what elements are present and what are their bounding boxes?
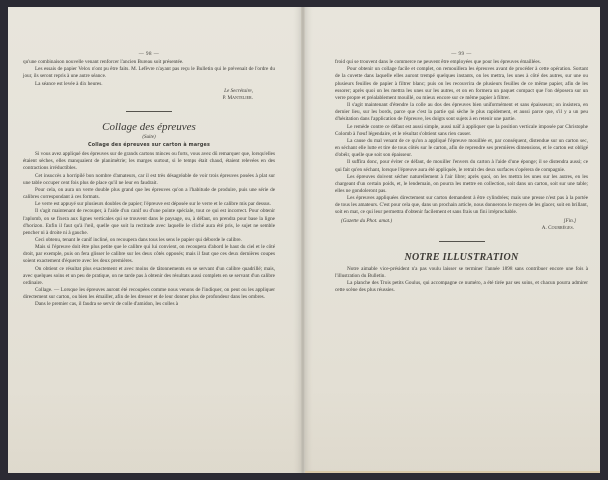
page-number: — 99 — [451,52,472,57]
paragraph: Il s'agit maintenant de recouper, à l'aide d'un canif ou d'une pointe spéciale, tout ce qui est incorrect. Pour obtenir l'aplomb, on se fixera aux lignes verticales qui se trouvent dans le paysage, ou, à défaut, on prendra pour base la ligne d'horizon. Enfin il faut qu'à l'œil, quelle que soit la rectitude avec laquelle le cliché aura été pris, le sujet ne semble pencher ni à droite ni à gauche. [23,208,275,236]
author-signature [335,225,588,232]
signature-block [23,88,275,102]
paragraph: On obtient ce résultat plus exactement et avec moins de tâtonnements en se servant d'un calibre quadrillé; mais, avec quelques soins et un peu de pratique, on ne tarde pas à obtenir des résultats aussi complets en se servant d'un calibre ordinaire. [23,265,275,286]
paragraph: Les épreuves appliquées directement sur carton demandent à être cylindrées; mais une presse n'est pas à la portée de tous les amateurs. C'est pour cela que, dans un prochain article, nous donnerons le moyen de les glacer, soit en brillant, soit en mat, ce qui leur permettra d'obtenir facilement et sans frais un fini irréprochable. [335,195,588,216]
signature-role: Le Secrétaire, [224,87,253,94]
page-shading [305,391,600,471]
paragraph: Mais si l'épreuve doit être plus petite que le calibre qui lui convient, on recoupera d'abord le haut du ciel et le côté droit, par exemple, puis on fera glisser le calibre sur les deux côtés opposés; mais il faut que ces deux dernières coupes soient exactement d'équerre avec les deux premières. [23,244,275,265]
paragraph: Il suffira donc, pour éviter ce défaut, de mouiller l'envers du carton à l'aide d'une éponge; il se distendra aussi; ce qui fait qu'en séchant, lorsque l'épreuve aura été appliquée, le retrait des deux surfaces s'opérera de compagnie. [335,159,588,173]
paragraph: Le remède contre ce défaut est aussi simple, aussi naïf à appliquer que la position verticale imposée par Christophe Colomb à l'œuf légendaire, et le résultat s'obtient sans rien casser. [335,123,588,137]
paragraph: La séance est levée à dix heures. [35,80,103,87]
author-name: A. Courrèges. [541,224,574,231]
open-booklet-spread [8,7,600,473]
right-page-content [335,51,588,295]
section-divider [439,241,485,242]
section-heading: Collage des épreuves sur carton à marges [87,143,210,149]
paragraph: Pour cela, on aura un verre double plus grand que les épreuves qu'on a l'habitude de produire, puis une série de calibres correspondant à ces formats. [23,186,275,201]
section-divider [126,111,172,112]
paragraph: Si vous avez appliqué des épreuves sur de grands cartons minces ou forts, vous avez dû remarquer que, lorsqu'elles étaient sèches, elles manquaient de planimétrie; les marges surtout, si le temps était chaud, étaient relevées en des contractions irréductibles. [23,151,275,172]
left-page [8,7,301,473]
paragraph: Les essais de papier Velox n'ont pu être faits. M. Lefèvre n'ayant pas reçu le Bulletin qui le prévenait de l'ordre du jour, ils seront repris à une autre séance. [23,66,275,80]
paragraph: Collage. — Lorsque les épreuves auront été recoupées comme nous venons de l'indiquer, on peut ou les appliquer directement sur carton, ou bien les émailler, afin de les dresser et de leur donner plus de profondeur dans les ombres. [23,287,275,301]
article-title: Collage des épreuves [102,121,196,134]
paragraph: Le verre est appuyé sur plusieurs doubles de papier; l'épreuve est déposée sur le verre et le calibre mis par dessus. [35,201,271,208]
paragraph: La cause du mal venant de ce qu'on a appliqué l'épreuve mouillée et, par conséquent, distendue sur un carton sec, en séchant elle lutte et tire de tous côtés sur le carton, afin de reprendre ses premières dimensions, et le carton est obligé d'obéir, quelle que soit son épaisseur. [335,137,588,159]
paragraph: Notre aimable vice-président n'a pas voulu laisser se terminer l'année 1898 sans contribuer encore une fois à l'illustration du Bulletin. [335,265,588,280]
paragraph: Les épreuves doivent sécher naturellement à l'air libre; après quoi, on les mettra les unes sur les autres, en les chargeant d'un certain poids, et, le lendemain, on pourra les mettre en collection, soit dans un carton, soit sur une table; elles ne gondoleront pas. [335,173,588,194]
paragraph: Pour obtenir un collage facile et complet, on remouillera les épreuves avant de procéder à cette opération. Sortant de la cuvette dans laquelle elles auront trempé quelques instants, on les mettra, les unes à côté des autres, sur une ou plusieurs feuilles de papier à filtrer blanc; puis on les recouvrira de plusieurs feuilles de ce même papier, afin de les essorer; après quoi on les mettra les unes sur les autres, et on en formera un paquet compact que l'on déposera sur un verre propre et préalablement mouillé, ou mieux encore sur ce même papier à filtrer. [335,66,588,101]
paragraph: froid qui se trouvent dans le commerce ne peuvent être employées que pour les épreuves émaillées. [335,59,541,66]
end-mark: [Fin.] [563,217,576,224]
source-line [335,218,588,225]
paragraph: Dans le premier cas, il faudra se servir de colle d'amidon, les colles à [35,301,179,308]
paragraph: Ceci obtenu, tenant le canif incliné, on recoupera dans tous les sens le papier qui déborde le calibre. [35,236,242,243]
left-page-content [23,51,275,309]
page-number: — 98 — [138,52,160,57]
page-shading [8,393,301,473]
source-citation: (Gazette du Phot. amat.) [341,217,393,224]
illustration-title: NOTRE ILLUSTRATION [404,251,519,263]
right-page [305,7,600,473]
paragraph: qu'une combinaison nouvelle venant renforcer l'ancien Bureau soit présentée. [23,59,184,66]
paragraph: La planche des Trois petits Goulus, qui accompagne ce numéro, a été tirée par ses soins, et chacun pourra admirer cette scène des plus réussies. [335,280,588,294]
paragraph: Cet insuccès a horripilé bon nombre d'amateurs, car il est très désagréable de voir trois épreuves posées à plat sur une table occuper cent fois plus de place qu'il ne leur en faudrait. [23,172,275,186]
paragraph: Il s'agit maintenant d'étendre la colle au dos des épreuves bien uniformément et sans épaisseurs; on insistera, en dernier lieu, sur les bords, parce que c'est la partie qui sèche le plus rapidement, et aussi parce que, s'il y a un peu d'hésitation dans l'application de l'épreuve, les doigts sont sujets à en retenir une partie. [335,102,588,123]
signature-name: P. Mantelier. [222,94,253,101]
article-subtitle: (Suite) [142,135,156,141]
